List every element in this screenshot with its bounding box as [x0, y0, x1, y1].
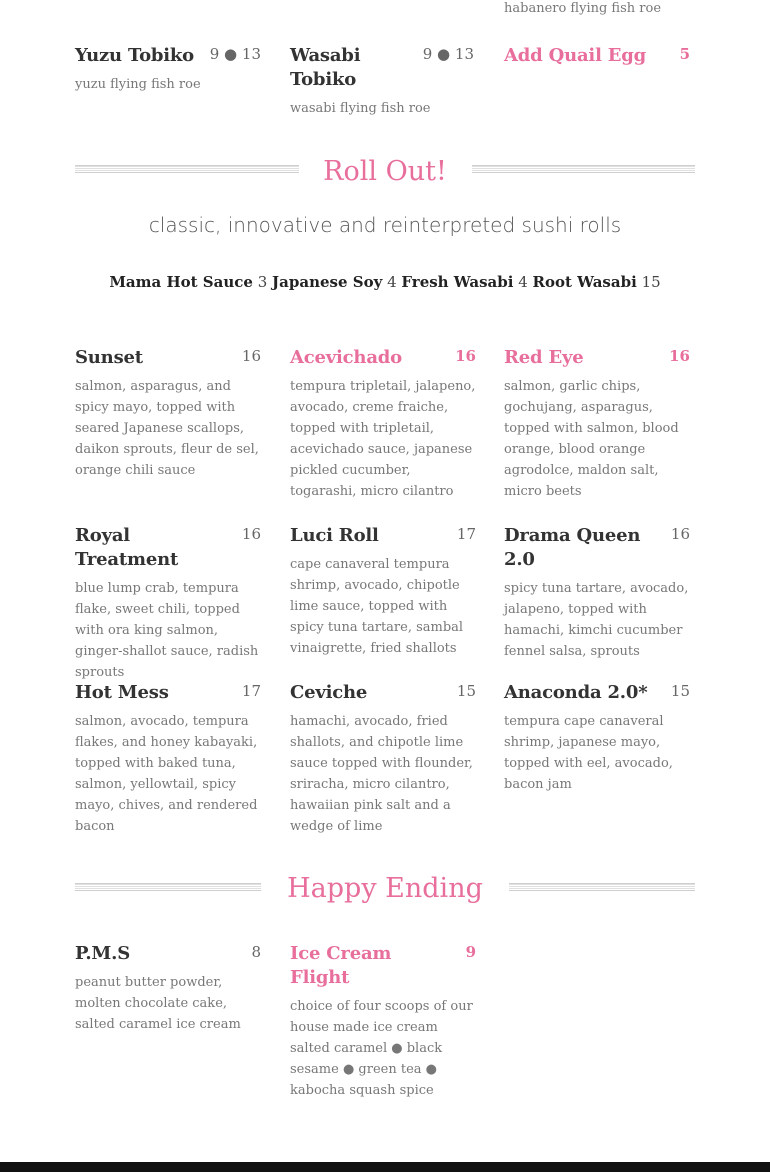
menu-item-hot-mess [75, 681, 261, 837]
item-price: 16 [670, 525, 690, 543]
item-price: 16 [669, 347, 690, 365]
item-price: 9 ● 13 [422, 45, 474, 63]
item-name: Hot Mess [75, 682, 169, 703]
menu-item-partial [504, 0, 690, 19]
sauce-price: 4 [518, 273, 528, 291]
menu-item-acevichado [290, 346, 476, 502]
item-name: Ice Cream Flight [290, 943, 392, 988]
sauce-list [0, 271, 770, 293]
sauce-name: Fresh Wasabi [401, 273, 514, 291]
sauce-price: 3 [257, 273, 268, 291]
menu-item-pms [75, 942, 261, 1035]
sauce-name: Mama Hot Sauce [109, 273, 253, 291]
item-description: cape canaveral tempura shrimp, avocado, chipotle lime sauce, topped with spicy tuna tartare, sambal vinaigrette, fried shallots [290, 557, 464, 656]
item-name: Royal Treatment [75, 525, 179, 570]
item-description: peanut butter powder, molten chocolate cake, salted caramel ice cream [75, 975, 241, 1032]
menu-item-drama-queen [504, 524, 690, 662]
item-name: P.M.S [75, 943, 131, 964]
sauce-name: Root Wasabi [532, 273, 637, 291]
item-name: Wasabi Tobiko [290, 45, 361, 90]
item-price: 15 [670, 682, 690, 700]
menu-item-anaconda [504, 681, 690, 795]
item-price: 8 [251, 943, 261, 961]
item-price: 15 [456, 682, 476, 700]
item-description: salmon, garlic chips, gochujang, asparagus, topped with salmon, blood orange, blood orange agrodolce, maldon salt, micro beets [504, 379, 679, 499]
item-description: wasabi flying fish roe [290, 101, 431, 116]
item-price: 9 ● 13 [209, 45, 261, 63]
footer-bar [0, 1162, 770, 1172]
item-name: Red Eye [504, 347, 584, 368]
menu-item-red-eye [504, 346, 690, 502]
item-price: 16 [241, 525, 261, 543]
item-name: Acevichado [290, 347, 402, 368]
section-title: Happy Ending [287, 873, 483, 904]
item-price: 17 [456, 525, 476, 543]
item-price: 9 [465, 943, 476, 961]
item-description: habanero flying fish roe [504, 1, 662, 16]
sauce-price: 15 [641, 273, 661, 291]
item-description: hamachi, avocado, fried shallots, and chipotle lime sauce topped with flounder, sriracha, micro cilantro, hawaiian pink salt and a wedge of lime [290, 714, 473, 834]
item-description: salmon, asparagus, and spicy mayo, topped with seared Japanese scallops, daikon sprouts, fleur de sel, orange chili sauce [75, 379, 259, 478]
item-price: 16 [455, 347, 476, 365]
item-name: Luci Roll [290, 525, 379, 546]
menu-item-add-quail-egg [504, 44, 690, 68]
item-name: Yuzu Tobiko [75, 45, 194, 66]
item-description: tempura tripletail, jalapeno, avocado, creme fraiche, topped with tripletail, acevichado sauce, japanese pickled cucumber, togarashi, micro cilantro [290, 379, 476, 499]
section-title: Roll Out! [323, 156, 447, 187]
item-price: 17 [241, 682, 261, 700]
item-name: Add Quail Egg [504, 45, 647, 66]
sauce-price: 4 [387, 273, 397, 291]
menu-item-royal-treatment [75, 524, 261, 683]
item-description: yuzu flying fish roe [75, 77, 201, 92]
menu-item-ice-cream-flight [290, 942, 476, 1101]
item-name: Anaconda 2.0* [504, 682, 648, 703]
menu-item-yuzu-tobiko [75, 44, 261, 95]
item-price: 5 [679, 45, 690, 63]
menu-item-ceviche [290, 681, 476, 837]
item-name: Ceviche [290, 682, 368, 703]
item-description: blue lump crab, tempura flake, sweet chili, topped with ora king salmon, ginger-shallot sauce, radish sprouts [75, 581, 259, 680]
item-description: choice of four scoops of our house made ice cream salted caramel ● black sesame ● green tea ● kabocha squash spice [290, 999, 473, 1098]
item-description: spicy tuna tartare, avocado, jalapeno, topped with hamachi, kimchi cucumber fennel salsa, sprouts [504, 581, 689, 659]
menu-item-wasabi-tobiko [290, 44, 474, 119]
section-subtitle: classic, innovative and reinterpreted sushi rolls [148, 213, 622, 237]
sauce-name: Japanese Soy [272, 273, 383, 291]
item-name: Drama Queen 2.0 [504, 525, 641, 570]
menu-item-sunset [75, 346, 261, 481]
item-price: 16 [241, 347, 261, 365]
item-name: Sunset [75, 347, 143, 368]
item-description: tempura cape canaveral shrimp, japanese mayo, topped with eel, avocado, bacon jam [504, 714, 673, 792]
item-description: salmon, avocado, tempura flakes, and honey kabayaki, topped with baked tuna, salmon, yellowtail, spicy mayo, chives, and rendered bacon [75, 714, 258, 834]
menu-item-luci-roll [290, 524, 476, 659]
